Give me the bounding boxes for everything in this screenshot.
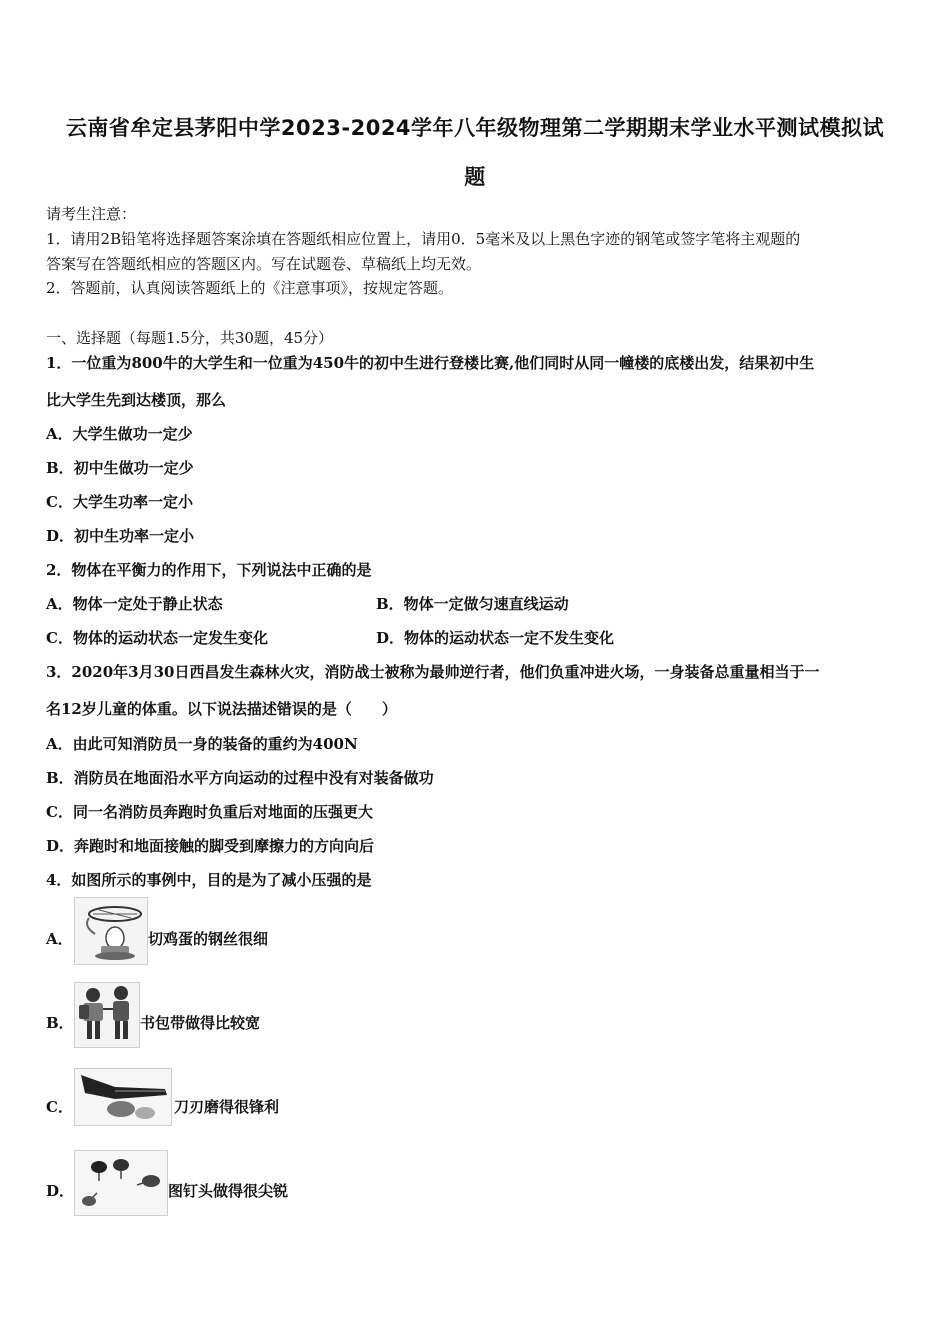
q2-option-b: B．物体一定做匀速直线运动	[376, 595, 569, 613]
q4-option-c-text: 刀刃磨得很锋利	[174, 1098, 280, 1116]
q1-option-d: D．初中生功率一定小	[46, 527, 195, 545]
q4-option-c-letter: C．	[46, 1098, 73, 1116]
q2-option-c: C．物体的运动状态一定发生变化	[46, 629, 268, 647]
q3-option-c: C．同一名消防员奔跑时负重后对地面的压强更大	[46, 803, 373, 821]
q2-option-d: D．物体的运动状态一定不发生变化	[376, 629, 615, 647]
q4-option-b-text: 书包带做得比较宽	[140, 1014, 261, 1032]
exam-title-line2: 题	[464, 165, 486, 189]
notice-item2: 2．答题前，认真阅读答题纸上的《注意事项》，按规定答题。	[46, 279, 454, 297]
q4-option-d-text: 图钉头做得很尖锐	[168, 1182, 289, 1200]
schoolbag-children-figure	[74, 982, 140, 1048]
q3-option-d: D．奔跑时和地面接触的脚受到摩擦力的方向向后	[46, 837, 375, 855]
q1-option-b: B．初中生做功一定少	[46, 459, 194, 477]
q4-stem: 4．如图所示的事例中，目的是为了减小压强的是	[46, 871, 372, 889]
knife-blade-figure	[74, 1068, 172, 1126]
q3-option-a: A．由此可知消防员一身的装备的重约为400N	[46, 735, 358, 753]
exam-title-line1: 云南省牟定县茅阳中学2023-2024学年八年级物理第二学期期末学业水平测试模拟试	[65, 116, 885, 140]
q1-option-a: A．大学生做功一定少	[46, 425, 193, 443]
egg-slicer-figure	[74, 897, 148, 965]
q1-stem-line2: 比大学生先到达楼顶，那么	[46, 391, 227, 409]
q2-option-a: A．物体一定处于静止状态	[46, 595, 223, 613]
q1-stem-line1: 1．一位重为800牛的大学生和一位重为450牛的初中生进行登楼比赛,他们同时从同一幢楼的底楼出发，结果初中生	[46, 354, 815, 372]
notice-heading: 请考生注意：	[46, 205, 137, 223]
section-heading: 一、选择题（每题1.5分，共30题，45分）	[46, 329, 334, 347]
q4-option-a-text: 切鸡蛋的钢丝很细	[148, 930, 269, 948]
q3-stem-line2: 名12岁儿童的体重。以下说法描述错误的是（ ）	[46, 700, 397, 718]
q1-option-c: C．大学生功率一定小	[46, 493, 193, 511]
q4-option-b-letter: B．	[46, 1014, 74, 1032]
thumbtacks-figure	[74, 1150, 168, 1216]
q3-stem-line1: 3．2020年3月30日西昌发生森林火灾，消防战士被称为最帅逆行者，他们负重冲进火场，一身装备总重量相当于一	[46, 663, 820, 681]
notice-item1-line2: 答案写在答题纸相应的答题区内。写在试题卷、草稿纸上均无效。	[46, 255, 482, 273]
q4-option-d-letter: D．	[46, 1182, 75, 1200]
q2-stem: 2．物体在平衡力的作用下，下列说法中正确的是	[46, 561, 372, 579]
q4-option-a-letter: A．	[46, 930, 73, 948]
q3-option-b: B．消防员在地面沿水平方向运动的过程中没有对装备做功	[46, 769, 434, 787]
notice-item1-line1: 1．请用2B铅笔将选择题答案涂填在答题纸相应位置上，请用0．5毫米及以上黑色字迹的钢笔或签字笔将主观题的	[46, 230, 801, 248]
